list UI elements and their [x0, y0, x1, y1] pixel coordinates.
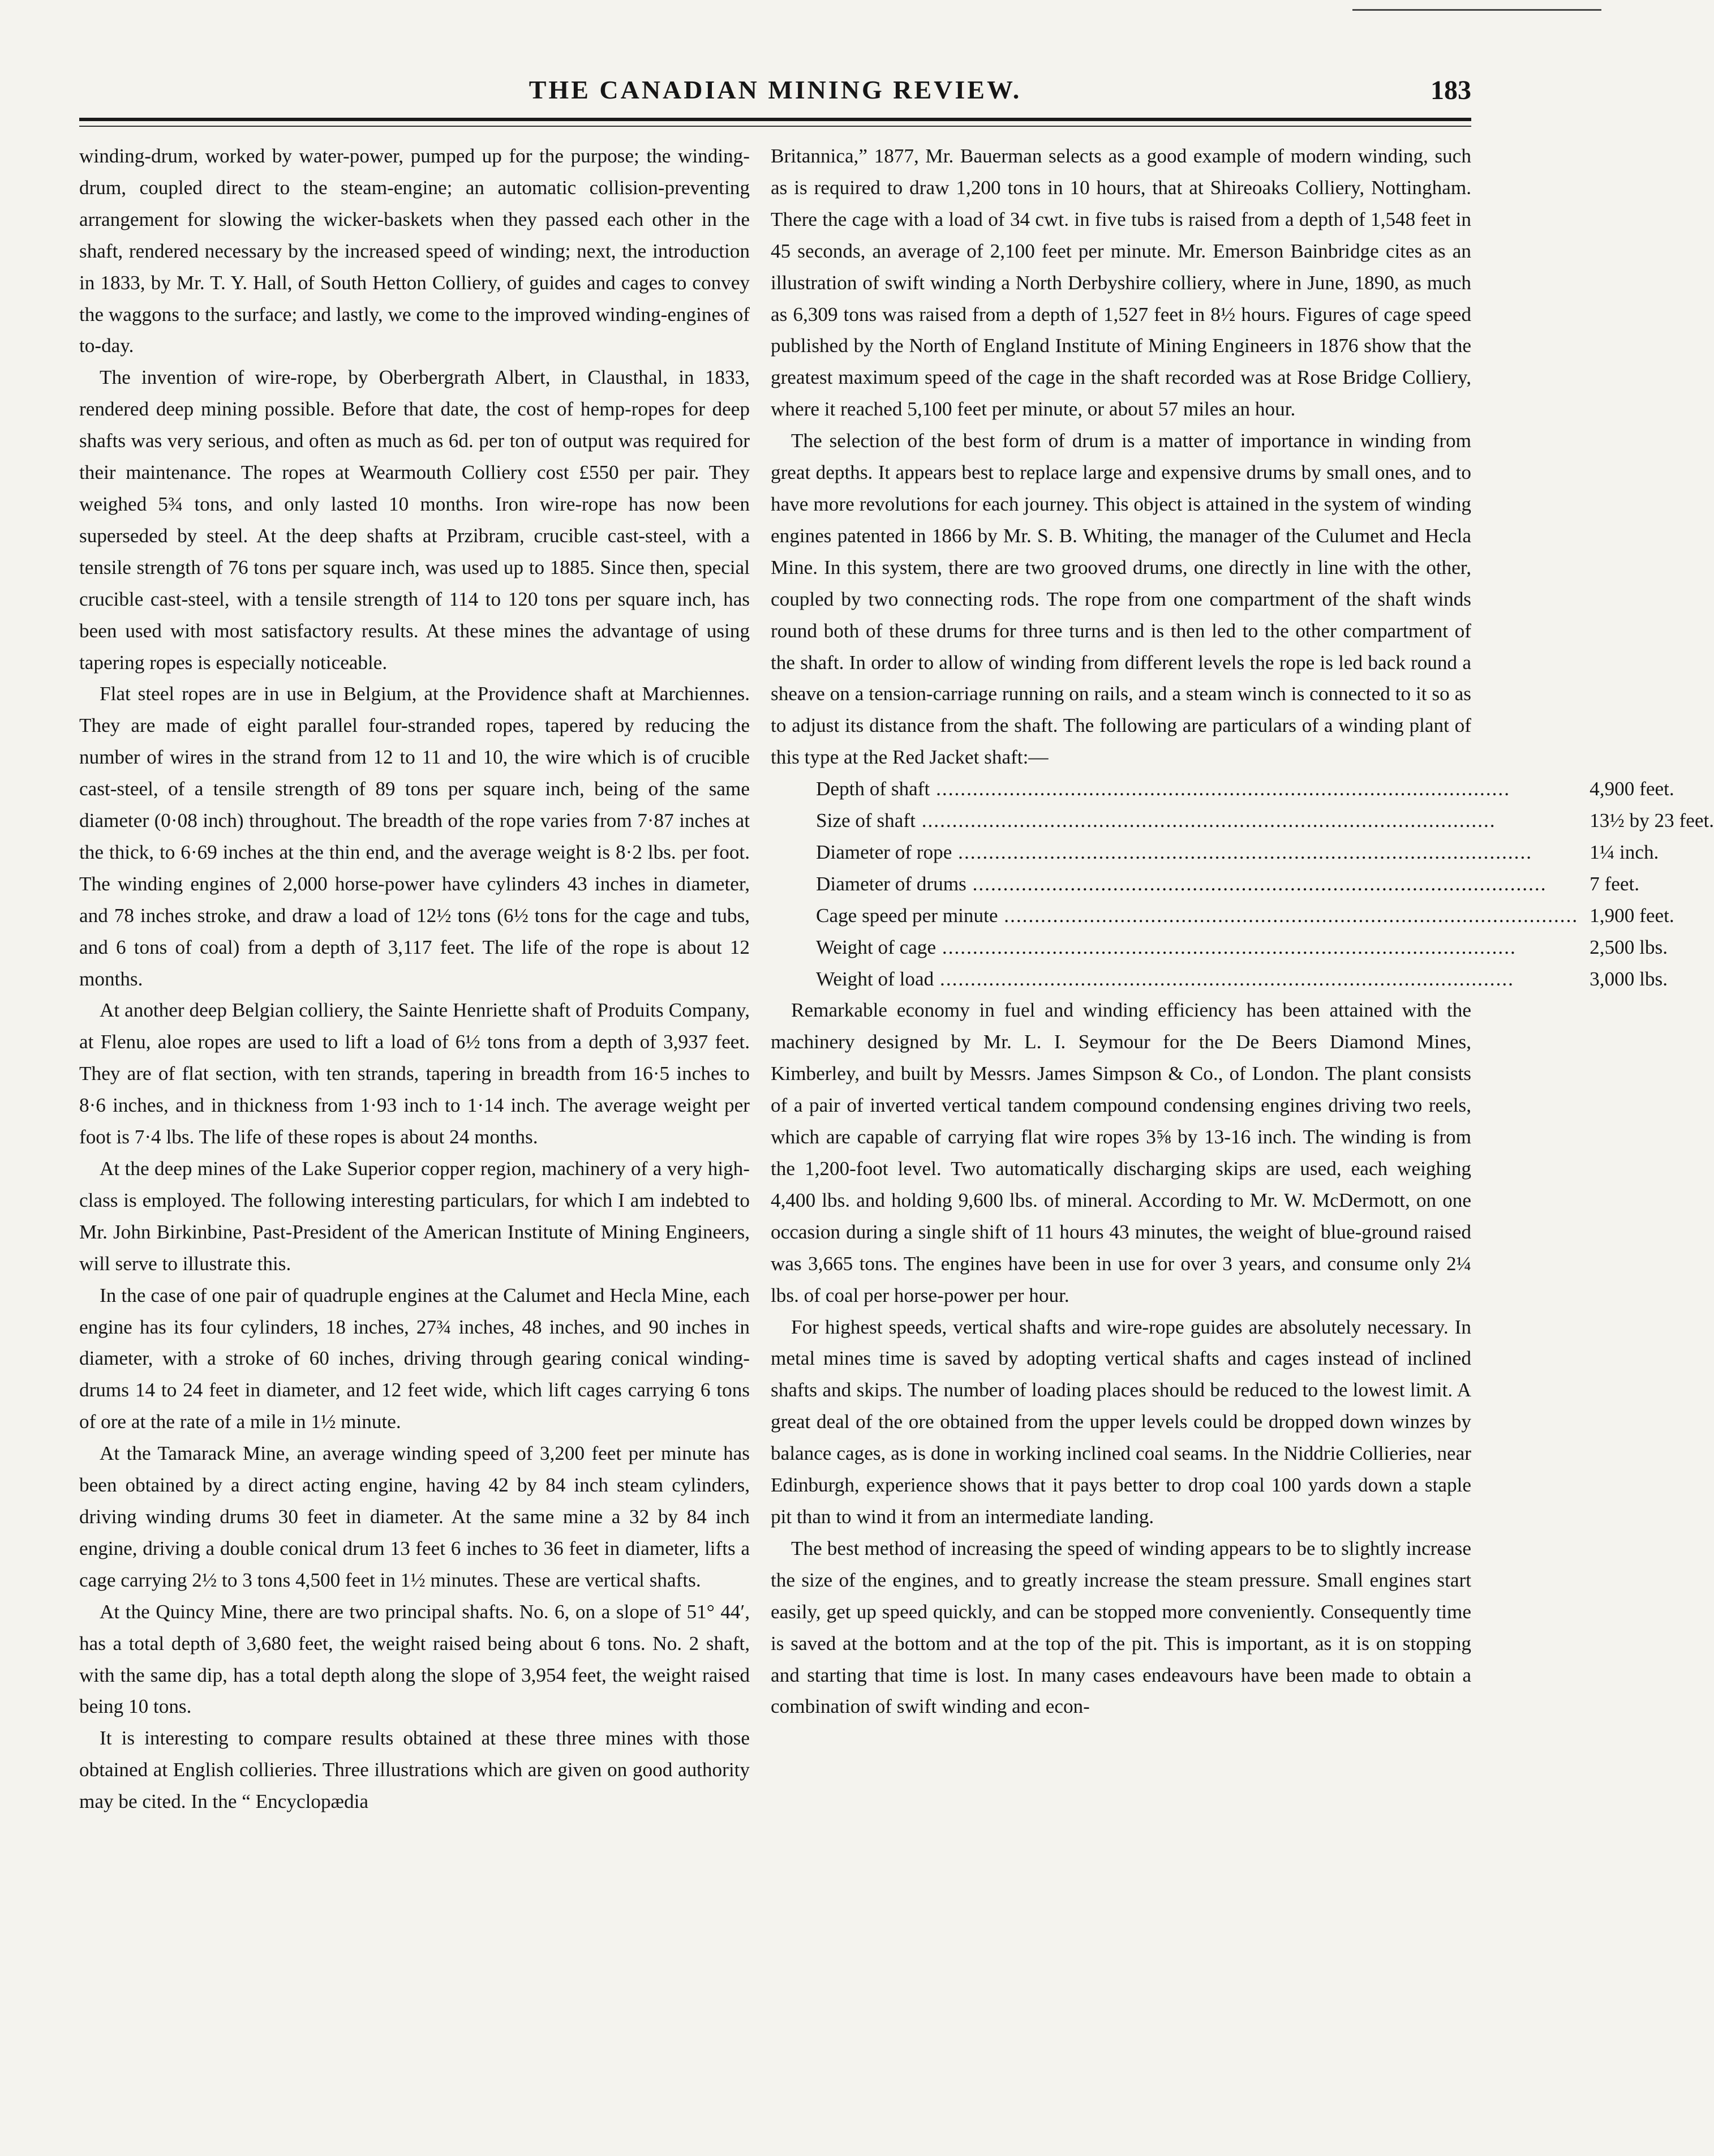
paragraph: The invention of wire-rope, by Oberbergrath Albert, in Clausthal, in 1833, rendered deep mining possible. Before that date, the cost of hemp-ropes for deep shafts was very serious, and often as much as 6d. per ton of output was required for their maintenance. The ropes at Wearmouth Colliery cost £550 per pair. They weighed 5¾ tons, and only lasted 10 months. Iron wire-rope has now been superseded by steel. At the deep shafts at Przibram, crucible cast-steel, with a tensile strength of 76 tons per square inch, was used up to 1885. Since then, special crucible cast-steel, with a tensile strength of 114 to 120 tons per square inch, has been used with most satisfactory results. At these mines the advantage of using tapering ropes is especially noticeable.	[79, 366, 750, 674]
right-column	[771, 140, 1714, 1722]
paragraph: At the deep mines of the Lake Superior copper region, machinery of a very high-class is employed. The following interesting particulars, for which I am indebted to Mr. John Birkinbine, Past-President of the American Institute of Mining Engineers, will serve to illustrate this.	[79, 1158, 750, 1275]
spec-value: 2,500 lbs.	[1590, 936, 1668, 958]
spec-label: Diameter of rope .....	[816, 837, 1578, 868]
running-title: THE CANADIAN MINING REVIEW.	[529, 75, 1022, 104]
paragraph: Remarkable economy in fuel and winding efficiency has been attained with the machinery designed by Mr. L. I. Seymour for the De Beers Diamond Mines, Kimberley, and built by Messrs. James Simpson & Co., of London. The plant consists of a pair of inverted vertical tandem compound condensing engines driving two reels, which are capable of carrying flat wire ropes 3⅝ by 13-16 inch. The winding is from the 1,200-foot level. Two automatically discharging skips are used, each weighing 4,400 lbs. and holding 9,600 lbs. of mineral. According to Mr. W. McDermott, on one occasion during a single shift of 11 hours 43 minutes, the weight of blue-ground raised was 3,665 tons. The engines have been in use for over 3 years, and consume only 2¼ lbs. of coal per horse-power per hour.	[771, 999, 1471, 1306]
header-rule	[79, 118, 1471, 121]
page-number: 183	[1431, 75, 1471, 105]
table-row	[816, 805, 1714, 837]
spec-label: Diameter of drums .....	[816, 868, 1578, 900]
spec-label: Depth of shaft .....	[816, 773, 1578, 805]
paragraph: It is interesting to compare results obtained at these three mines with those obtained at English collieries. Three illustrations which are given on good authority may be cited. In the “ Encyclopædia	[79, 1727, 750, 1813]
spec-label: Cage speed per minute .....	[816, 900, 1578, 932]
table-row	[816, 963, 1714, 995]
paragraph: For highest speeds, vertical shafts and wire-rope guides are absolutely necessary. In metal mines time is saved by adopting vertical shafts and cages instead of inclined shafts and skips. The number of loading places should be reduced to the lowest limit. A great deal of the ore obtained from the upper levels could be dropped down winzes by balance cages, as is done in working inclined coal seams. In the Niddrie Collieries, near Edinburgh, experience shows that it pays better to drop coal 100 yards down a staple pit than to wind it from an intermediate landing.	[771, 1315, 1471, 1528]
spec-value: 13½ by 23 feet.	[1590, 809, 1714, 832]
page-header	[79, 72, 1471, 118]
left-column	[79, 140, 750, 1818]
spec-value: 1¼ inch.	[1590, 841, 1659, 863]
spec-value: 1,900 feet.	[1590, 904, 1674, 927]
paragraph: At the Tamarack Mine, an average winding speed of 3,200 feet per minute has been obtained by a direct acting engine, having 42 by 84 inch steam cylinders, driving winding drums 30 feet in diameter. At the same mine a 32 by 84 inch engine, driving a double conical drum 13 feet 6 inches to 36 feet in diameter, lifts a cage carrying 2½ to 3 tons 4,500 feet in 1½ minutes. These are vertical shafts.	[79, 1442, 750, 1591]
paragraph: At the Quincy Mine, there are two principal shafts. No. 6, on a slope of 51° 44′, has a total depth of 3,680 feet, the weight raised being about 6 tons. No. 2 shaft, with the same dip, has a total depth along the slope of 3,954 feet, the weight raised being 10 tons.	[79, 1600, 750, 1718]
winding-plant-specs-table	[816, 773, 1714, 995]
paragraph: In the case of one pair of quadruple engines at the Calumet and Hecla Mine, each engine has its four cylinders, 18 inches, 27¾ inches, 48 inches, and 90 inches in diameter, with a stroke of 60 inches, driving through gearing conical winding-drums 14 to 24 feet in diameter, and 12 feet wide, which lift cages carrying 6 tons of ore at the rate of a mile in 1½ minute.	[79, 1284, 750, 1433]
table-row	[816, 773, 1714, 805]
spec-value: 7 feet.	[1590, 872, 1640, 895]
table-row	[816, 868, 1714, 900]
paragraph: The best method of increasing the speed of winding appears to be to slightly increase the size of the engines, and to greatly increase the steam pressure. Small engines start easily, get up speed quickly, and can be stopped more conveniently. Consequently time is saved at the bottom and at the top of the pit. This is important, as it is on stopping and starting that time is lost. In many cases endeavours have been made to obtain a combination of swift winding and econ-	[771, 1537, 1471, 1718]
table-row	[816, 900, 1714, 932]
header-rule-thin	[79, 126, 1471, 127]
spec-label: Weight of cage .....	[816, 932, 1578, 963]
paragraph: At another deep Belgian colliery, the Sainte Henriette shaft of Produits Company, at Flenu, aloe ropes are used to lift a load of 6½ tons from a depth of 3,937 feet. They are of flat section, with ten strands, tapering in breadth from 16·5 inches to 8·6 inches, and in thickness from 1·93 inch to 1·14 inch. The average weight per foot is 7·4 lbs. The life of these ropes is about 24 months.	[79, 999, 750, 1148]
spec-value: 4,900 feet.	[1590, 778, 1674, 800]
paragraph: The selection of the best form of drum is a matter of importance in winding from great depths. It appears best to replace large and expensive drums by small ones, and to have more revolutions for each journey. This object is attained in the system of winding engines patented in 1866 by Mr. S. B. Whiting, the manager of the Culumet and Hecla Mine. In this system, there are two grooved drums, one directly in line with the other, coupled by two connecting rods. The rope from one compartment of the shaft winds round both of these drums for three turns and is then led to the other compartment of the shaft. In order to allow of winding from different levels the rope is led back round a sheave on a tension-carriage running on rails, and a steam winch is connected to it so as to adjust its distance from the shaft. The following are particulars of a winding plant of this type at the Red Jacket shaft:—	[771, 430, 1471, 769]
paragraph: winding-drum, worked by water-power, pumped up for the purpose; the winding-drum, coupled direct to the steam-engine; an automatic collision-preventing arrangement for slowing the wicker-baskets when they passed each other in the shaft, rendered necessary by the increased speed of winding; next, the introduction in 1833, by Mr. T. Y. Hall, of South Hetton Colliery, of guides and cages to convey the waggons to the surface; and lastly, we come to the improved winding-engines of to-day.	[79, 145, 750, 357]
paragraph: Britannica,” 1877, Mr. Bauerman selects as a good example of modern winding, such as is required to draw 1,200 tons in 10 hours, that at Shireoaks Colliery, Nottingham. There the cage with a load of 34 cwt. in five tubs is raised from a depth of 1,548 feet in 45 seconds, an average of 2,100 feet per minute. Mr. Emerson Bainbridge cites as an illustration of swift winding a North Derbyshire colliery, where in June, 1890, as much as 6,309 tons was raised from a depth of 1,527 feet in 8½ hours. Figures of cage speed published by the North of England Institute of Mining Engineers in 1876 show that the greatest maximum speed of the cage in the shaft recorded was at Rose Bridge Colliery, where it reached 5,100 feet per minute, or about 57 miles an hour.	[771, 145, 1471, 421]
table-row	[816, 932, 1714, 963]
table-row	[816, 837, 1714, 868]
top-edge-mark	[1352, 9, 1601, 11]
spec-label: Size of shaft .....	[816, 805, 1578, 837]
spec-value: 3,000 lbs.	[1590, 967, 1668, 990]
paragraph: Flat steel ropes are in use in Belgium, at the Providence shaft at Marchiennes. They are made of eight parallel four-stranded ropes, tapered by reducing the number of wires in the strand from 12 to 11 and 10, the wire which is of crucible cast-steel, of a tensile strength of 89 tons per square inch, being of the same diameter (0·08 inch) throughout. The breadth of the rope varies from 7·87 inches at the thick, to 6·69 inches at the thin end, and the average weight is 8·2 lbs. per foot. The winding engines of 2,000 horse-power have cylinders 43 inches in diameter, and 78 inches stroke, and draw a load of 12½ tons (6½ tons for the cage and tubs, and 6 tons of coal) from a depth of 3,117 feet. The life of the rope is about 12 months.	[79, 683, 750, 990]
spec-label: Weight of load .....	[816, 963, 1578, 995]
